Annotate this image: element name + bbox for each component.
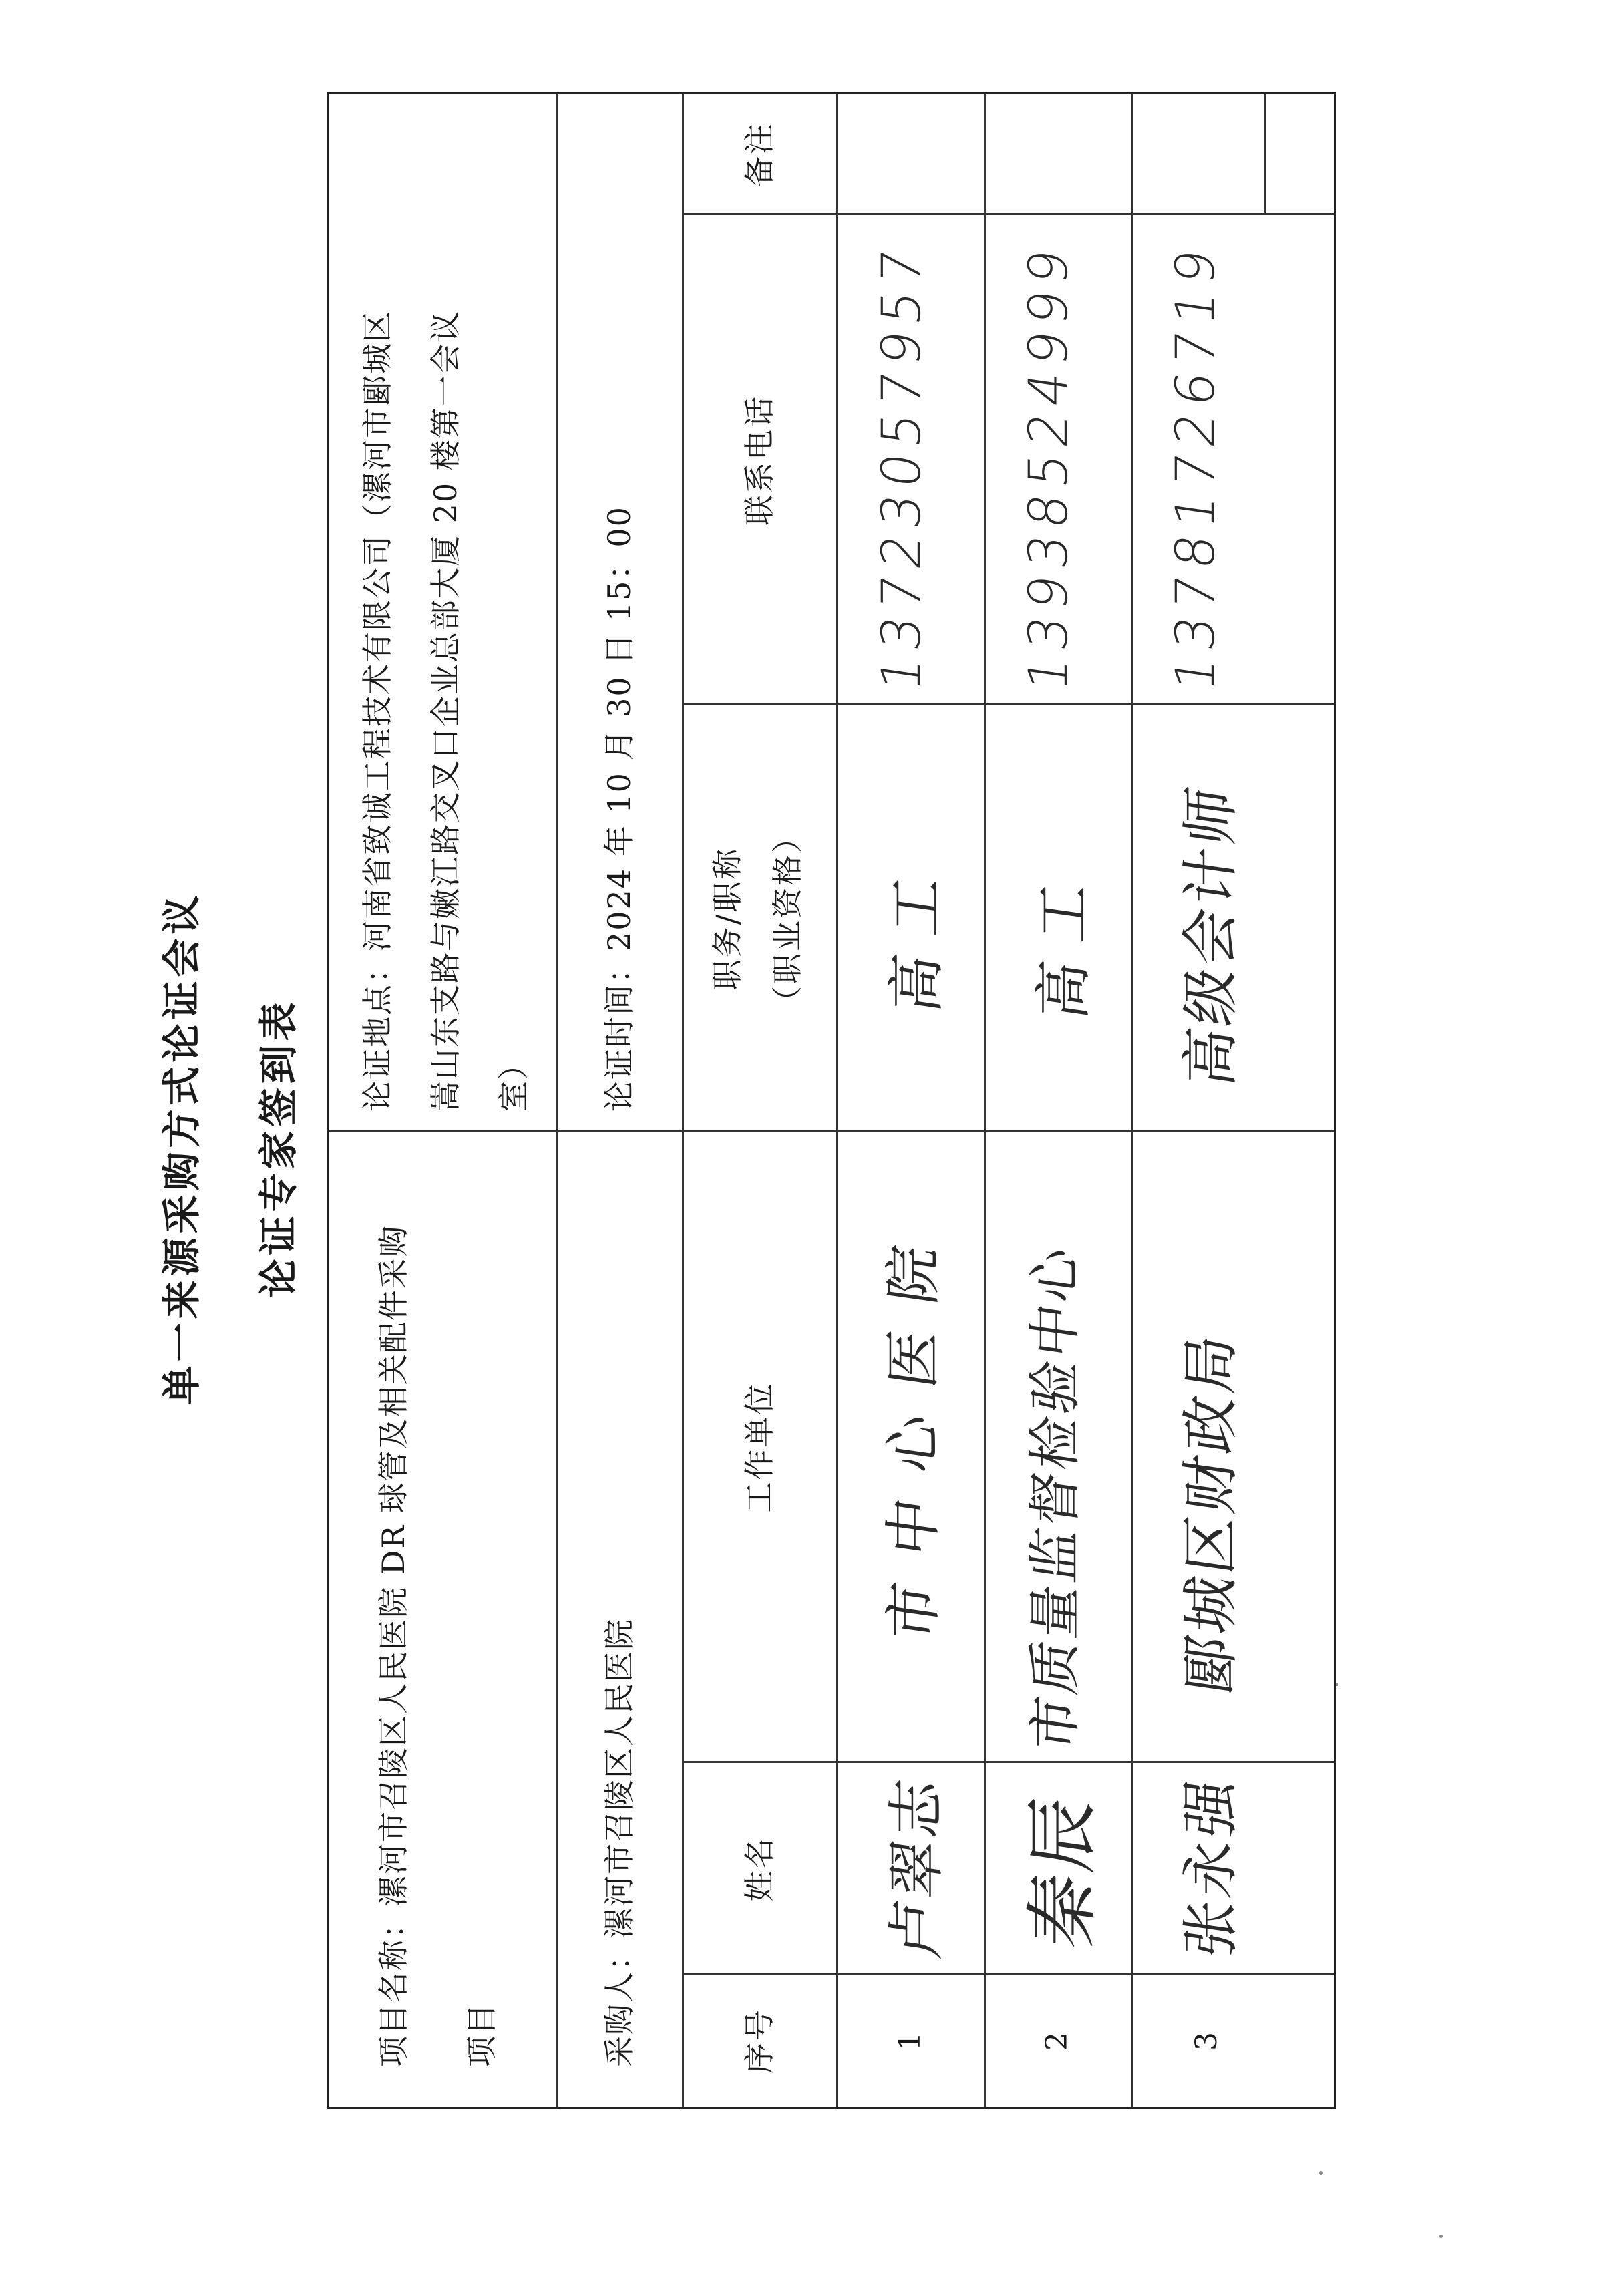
header-name: 姓名 bbox=[741, 1836, 777, 1902]
purchaser-label: 采购人： bbox=[601, 1939, 637, 2067]
row-2-name-signature: 秦辰 bbox=[1020, 1789, 1105, 1954]
row-2-title-handwritten: 高工 bbox=[1031, 859, 1097, 1024]
row-divider bbox=[984, 94, 986, 2107]
project-name-line1 bbox=[349, 1224, 437, 2067]
time-value: 2024 年 10 月 30 日 15：00 bbox=[601, 506, 637, 951]
row-2-unit-handwritten: 市质量监督检验中心 bbox=[1024, 1241, 1086, 1755]
row-1-title-handwritten: 高工 bbox=[884, 852, 950, 1017]
purchaser-line bbox=[575, 1618, 663, 2067]
row-1-unit-handwritten: 市中心医院 bbox=[880, 1214, 947, 1645]
header-title-line2: （职业资格） bbox=[769, 820, 806, 1017]
meta-divider bbox=[329, 1130, 682, 1132]
row-3-phone-handwritten: 13781726719 bbox=[1164, 238, 1226, 695]
row-divider bbox=[1131, 94, 1133, 2107]
row-3-name-signature: 张永强 bbox=[1178, 1772, 1244, 1963]
project-name: 漯河市召陵区人民医院 DR 球管及相关配件采购 bbox=[375, 1224, 411, 1907]
location-line3: 室） bbox=[496, 1047, 532, 1112]
header-title-line1: 职务/职称 bbox=[709, 846, 745, 991]
document-title: 单一来源采购方式论证会议 bbox=[159, 891, 204, 1405]
remark-header-divider bbox=[1264, 94, 1266, 215]
document-subtitle: 论证专家签到表 bbox=[256, 998, 301, 1298]
row-1-phone-handwritten: 13723057957 bbox=[870, 238, 932, 695]
row-1-serial: 1 bbox=[893, 2031, 927, 2051]
header-phone: 联系电话 bbox=[741, 395, 777, 526]
row-3-title-handwritten: 高级会计师 bbox=[1178, 780, 1244, 1091]
row-2-serial: 2 bbox=[1040, 2031, 1074, 2051]
row-3-unit-handwritten: 郾城区财政局 bbox=[1178, 1328, 1244, 1699]
time-line bbox=[575, 506, 663, 1112]
location-line2: 嵩山东支路与嫩江路交叉口企业总部大厦 20 楼第一会议 bbox=[427, 310, 464, 1112]
header-unit: 工作单位 bbox=[741, 1381, 777, 1513]
row-3-serial: 3 bbox=[1190, 2031, 1224, 2051]
row-1-name-signature: 卢翠志 bbox=[884, 1772, 950, 1963]
location-value: 河南省致诚工程技术有限公司（漯河市郾城区 bbox=[359, 310, 395, 951]
sign-in-form bbox=[327, 92, 1336, 2109]
time-label: 论证时间： bbox=[601, 951, 637, 1112]
purchaser-value: 漯河市召陵区人民医院 bbox=[601, 1618, 637, 1939]
header-remark: 备注 bbox=[741, 122, 777, 187]
row-divider bbox=[836, 94, 838, 2107]
row-2-phone-handwritten: 13938524999 bbox=[1017, 238, 1079, 695]
project-name-line2: 项目 bbox=[464, 2003, 500, 2067]
location-label: 论证地点： bbox=[359, 951, 395, 1112]
project-label: 项目名称： bbox=[375, 1907, 411, 2067]
header-serial: 序号 bbox=[741, 2008, 777, 2074]
